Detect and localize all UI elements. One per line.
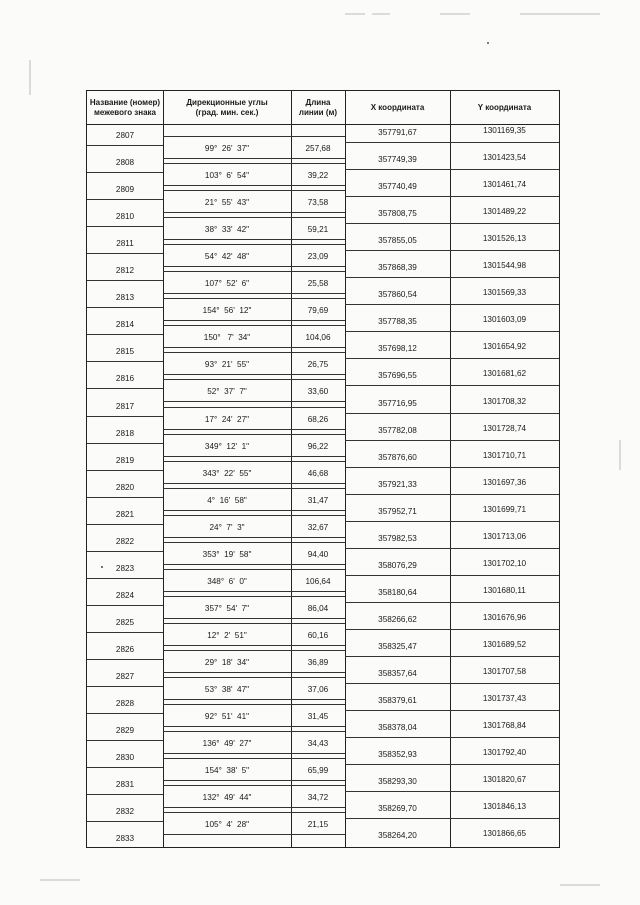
direction-angle: 132° 49' 44" [202, 793, 252, 803]
row-divider [345, 142, 559, 143]
row-divider [345, 358, 559, 359]
x-coordinate: 357782,08 [378, 425, 417, 435]
line-length: 36,89 [307, 657, 329, 667]
y-coordinate: 1301710,71 [482, 450, 527, 460]
x-coordinate: 357808,75 [378, 209, 417, 219]
row-divider [163, 591, 345, 592]
direction-angle: 29° 18' 34" [204, 657, 250, 667]
x-coordinate: 358352,93 [378, 750, 417, 760]
row-divider [163, 510, 345, 511]
line-length: 26,75 [307, 360, 329, 370]
row-divider [345, 277, 559, 278]
mark-name: 2824 [115, 590, 135, 600]
row-divider [163, 807, 345, 808]
x-coordinate: 357696,55 [378, 371, 417, 381]
row-divider [163, 271, 345, 272]
line-length: 86,04 [307, 603, 329, 613]
line-length: 32,67 [307, 522, 329, 532]
row-divider [87, 551, 163, 552]
y-coordinate: 1301866,65 [482, 829, 527, 839]
row-divider [163, 834, 345, 835]
direction-angle: 99° 26' 37" [204, 144, 250, 153]
row-divider [345, 791, 559, 792]
line-length: 73,58 [307, 198, 329, 208]
row-divider [87, 199, 163, 200]
mark-name: 2820 [115, 482, 135, 492]
row-divider [345, 521, 559, 522]
y-coordinate: 1301697,36 [482, 477, 527, 487]
row-divider [163, 461, 345, 462]
x-coordinate: 357876,60 [378, 452, 417, 462]
y-coordinate: 1301569,33 [482, 288, 527, 298]
row-divider [163, 379, 345, 380]
row-divider [163, 753, 345, 754]
row-divider [163, 352, 345, 353]
row-divider [163, 401, 345, 402]
x-coordinate: 358379,61 [378, 696, 417, 706]
direction-angle: 53° 38' 47" [204, 685, 250, 694]
header-direction-angle: Дирекционные углы (град. мин. сек.) [186, 98, 268, 117]
mark-name: 2831 [115, 780, 135, 790]
line-length: 23,09 [307, 252, 329, 262]
header-x-coordinate: X координата [370, 103, 425, 112]
row-divider [345, 250, 559, 251]
x-coordinate: 358264,20 [378, 831, 417, 841]
line-length: 21,15 [307, 820, 329, 830]
mark-name: 2814 [115, 320, 135, 330]
row-divider [163, 542, 345, 543]
x-coordinate: 357860,54 [378, 290, 417, 300]
row-divider [345, 602, 559, 603]
row-divider [163, 239, 345, 240]
line-length: 59,21 [307, 225, 329, 235]
y-coordinate: 1301681,62 [482, 369, 527, 379]
line-length: 68,26 [307, 414, 329, 424]
y-coordinate: 1301544,98 [482, 261, 527, 271]
direction-angle: 343° 22' 55" [202, 468, 252, 478]
y-coordinate: 1301792,40 [482, 748, 527, 758]
y-coordinate: 1301768,84 [482, 721, 527, 731]
mark-name: 2833 [115, 834, 135, 844]
row-divider [345, 385, 559, 386]
row-divider [87, 740, 163, 741]
line-length: 106,64 [305, 576, 331, 586]
row-divider [345, 440, 559, 441]
row-divider [87, 605, 163, 606]
row-divider [345, 548, 559, 549]
x-coordinate: 358266,62 [378, 614, 417, 624]
y-coordinate: 1301708,32 [482, 396, 527, 406]
x-coordinate: 357921,33 [378, 479, 417, 489]
direction-angle: 17° 24' 27" [204, 414, 250, 424]
row-divider [87, 172, 163, 173]
mark-name: 2817 [115, 401, 135, 411]
y-coordinate: 1301737,43 [482, 694, 527, 704]
row-divider [163, 645, 345, 646]
row-divider [163, 699, 345, 700]
row-divider [163, 515, 345, 516]
line-length: 94,40 [307, 549, 329, 559]
direction-angle: 52° 37' 7" [207, 387, 247, 397]
row-divider [163, 325, 345, 326]
mark-name: 2812 [115, 266, 135, 276]
y-coordinate: 1301713,06 [482, 531, 527, 541]
y-coordinate: 1301689,52 [482, 639, 527, 649]
direction-angle: 93° 21' 55" [204, 360, 250, 370]
row-divider [163, 158, 345, 159]
row-divider [163, 456, 345, 457]
row-divider [87, 145, 163, 146]
row-divider [163, 190, 345, 191]
row-divider [345, 656, 559, 657]
line-length: 79,69 [307, 306, 329, 316]
row-divider [345, 467, 559, 468]
mark-name: 2811 [116, 239, 134, 249]
mark-name: 2821 [115, 509, 135, 519]
direction-angle: 353° 19' 58" [202, 549, 252, 559]
row-divider [163, 212, 345, 213]
mark-name: 2832 [115, 807, 135, 817]
row-divider [163, 266, 345, 267]
line-length: 104,06 [305, 333, 331, 343]
direction-angle: 107° 52' 6" [204, 279, 250, 289]
line-length: 96,22 [307, 441, 329, 451]
x-coordinate: 357855,05 [378, 236, 417, 246]
row-divider [345, 169, 559, 170]
line-length: 39,22 [307, 171, 329, 181]
row-divider [163, 537, 345, 538]
header-y-coordinate: Y координата [477, 103, 532, 112]
y-coordinate: 1301680,11 [483, 585, 526, 595]
row-divider [163, 618, 345, 619]
y-coordinate: 1301654,92 [482, 342, 527, 352]
y-coordinate: 1301707,58 [482, 667, 527, 676]
direction-angle: 105° 4' 28" [204, 820, 250, 830]
row-divider [163, 374, 345, 375]
y-coordinate: 1301603,09 [482, 315, 527, 325]
mark-name: 2828 [115, 699, 135, 709]
y-coordinate: 1301423,54 [482, 153, 527, 163]
mark-name: 2813 [115, 293, 135, 303]
direction-angle: 12° 2' 51" [207, 630, 247, 640]
row-divider [163, 185, 345, 186]
row-divider [163, 704, 345, 705]
row-divider [87, 334, 163, 335]
y-coordinate: 1301676,96 [482, 612, 527, 622]
row-divider [87, 361, 163, 362]
mark-name: 2807 [115, 131, 135, 140]
row-divider [345, 331, 559, 332]
row-divider [163, 298, 345, 299]
row-divider [163, 434, 345, 435]
header-mark-name: Название (номер) межевого знака [89, 98, 161, 117]
x-coordinate: 357982,53 [378, 533, 417, 543]
direction-angle: 150° 7' 34" [203, 333, 251, 343]
row-divider [87, 253, 163, 254]
line-length: 34,43 [307, 739, 329, 749]
row-divider [87, 578, 163, 579]
row-divider [345, 304, 559, 305]
row-divider [87, 686, 163, 687]
direction-angle: 154° 56' 12" [202, 306, 252, 316]
y-coordinate: 1301526,13 [482, 234, 527, 244]
mark-name: 2830 [115, 753, 135, 763]
mark-name: 2809 [115, 185, 135, 195]
y-coordinate: 1301702,10 [482, 558, 527, 568]
row-divider [87, 470, 163, 471]
mark-name: 2822 [115, 536, 135, 546]
row-divider [345, 710, 559, 711]
y-coordinate: 1301169,35 [483, 126, 526, 135]
column-divider [345, 91, 346, 847]
mark-name: 2829 [115, 726, 135, 736]
row-divider [163, 812, 345, 813]
row-divider [163, 785, 345, 786]
line-length: 34,72 [307, 793, 329, 803]
y-coordinate: 1301820,67 [482, 775, 527, 785]
row-divider [163, 320, 345, 321]
mark-name: 2818 [115, 428, 135, 438]
row-divider [163, 407, 345, 408]
row-divider [163, 672, 345, 673]
row-divider [163, 488, 345, 489]
y-coordinate: 1301728,74 [482, 423, 527, 433]
row-divider [87, 497, 163, 498]
row-divider [87, 280, 163, 281]
direction-angle: 348° 6' 0" [207, 576, 247, 586]
row-divider [345, 413, 559, 414]
row-divider [87, 632, 163, 633]
mark-name: 2823 [115, 563, 135, 573]
row-divider [87, 794, 163, 795]
row-divider [87, 821, 163, 822]
x-coordinate: 358076,29 [378, 560, 417, 570]
line-length: 60,16 [307, 630, 329, 640]
direction-angle: 54° 42' 48" [204, 252, 250, 262]
row-divider [163, 623, 345, 624]
y-coordinate: 1301699,71 [482, 504, 527, 514]
row-divider [163, 650, 345, 651]
x-coordinate: 358357,64 [378, 669, 417, 678]
row-divider [87, 713, 163, 714]
row-divider [87, 416, 163, 417]
mark-name: 2819 [115, 455, 135, 465]
direction-angle: 21° 55' 43" [204, 198, 250, 208]
row-divider [87, 767, 163, 768]
line-length: 25,58 [307, 279, 329, 289]
row-divider [345, 629, 559, 630]
mark-name: 2810 [115, 212, 135, 222]
direction-angle: 136° 49' 27" [202, 739, 252, 749]
direction-angle: 357° 54' 7" [204, 603, 250, 613]
x-coordinate: 357788,35 [378, 317, 417, 327]
row-divider [345, 683, 559, 684]
direction-angle: 349° 12' 1" [204, 441, 250, 451]
direction-angle: 154° 38' 5" [204, 766, 250, 776]
direction-angle: 4° 16' 58" [207, 495, 247, 505]
row-divider [87, 226, 163, 227]
direction-angle: 103° 6' 54" [204, 171, 250, 181]
line-length: 37,06 [307, 685, 329, 694]
table-header [87, 91, 559, 125]
direction-angle: 38° 33' 42" [204, 225, 250, 235]
row-divider [163, 596, 345, 597]
row-divider [163, 731, 345, 732]
row-divider [163, 347, 345, 348]
row-divider [163, 217, 345, 218]
row-divider [163, 244, 345, 245]
row-divider [345, 196, 559, 197]
line-length: 65,99 [307, 766, 329, 776]
row-divider [345, 494, 559, 495]
row-divider [345, 737, 559, 738]
x-coordinate: 357698,12 [378, 344, 417, 354]
row-divider [163, 758, 345, 759]
row-divider [163, 677, 345, 678]
x-coordinate: 357740,49 [378, 182, 417, 192]
row-divider [87, 524, 163, 525]
row-divider [87, 388, 163, 389]
row-divider [163, 780, 345, 781]
x-coordinate: 357716,95 [378, 398, 417, 408]
row-divider [345, 575, 559, 576]
row-divider [345, 818, 559, 819]
row-divider [87, 443, 163, 444]
row-divider [345, 764, 559, 765]
line-length: 257,68 [305, 144, 331, 153]
mark-name: 2815 [115, 347, 135, 357]
mark-name: 2816 [115, 374, 135, 384]
line-length: 31,47 [307, 495, 329, 505]
direction-angle: 24° 7' 3" [209, 522, 245, 532]
direction-angle: 92° 51' 41" [204, 712, 250, 722]
y-coordinate: 1301489,22 [482, 207, 527, 217]
boundary-marks-table [86, 90, 560, 848]
x-coordinate: 358378,04 [378, 723, 417, 733]
row-divider [163, 429, 345, 430]
row-divider [163, 564, 345, 565]
header-line-length: Длина линии (м) [298, 98, 338, 117]
row-divider [163, 293, 345, 294]
mark-name: 2825 [115, 617, 135, 627]
row-divider [163, 569, 345, 570]
x-coordinate: 357791,67 [378, 128, 417, 137]
line-length: 33,60 [307, 387, 329, 397]
x-coordinate: 358180,64 [378, 587, 417, 597]
row-divider [163, 136, 345, 137]
y-coordinate: 1301461,74 [482, 180, 527, 190]
mark-name: 2808 [115, 158, 135, 168]
line-length: 31,45 [307, 712, 329, 722]
row-divider [87, 659, 163, 660]
line-length: 46,68 [307, 468, 329, 478]
row-divider [87, 307, 163, 308]
row-divider [345, 223, 559, 224]
mark-name: 2827 [115, 672, 135, 681]
x-coordinate: 358293,30 [378, 777, 417, 787]
x-coordinate: 357749,39 [378, 155, 417, 165]
column-divider [450, 91, 451, 847]
x-coordinate: 357952,71 [378, 506, 417, 516]
row-divider [163, 726, 345, 727]
x-coordinate: 358269,70 [378, 804, 417, 814]
y-coordinate: 1301846,13 [482, 802, 527, 812]
row-divider [163, 163, 345, 164]
x-coordinate: 357868,39 [378, 263, 417, 273]
x-coordinate: 358325,47 [378, 641, 417, 651]
mark-name: 2826 [115, 644, 135, 654]
row-divider [163, 483, 345, 484]
